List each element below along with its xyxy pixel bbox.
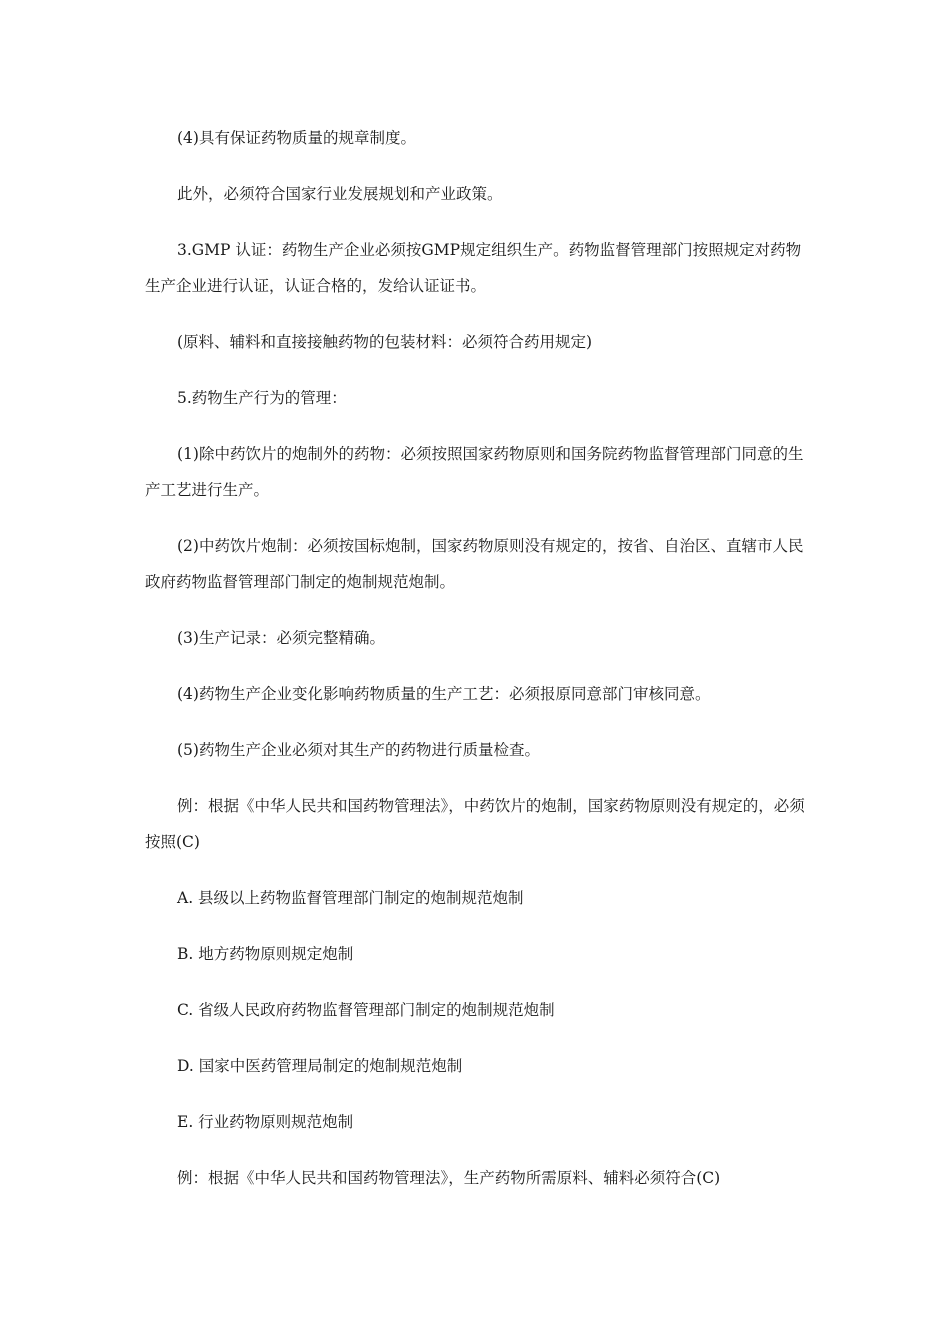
paragraph-materials-note: (原料、辅料和直接接触药物的包装材料：必须符合药用规定) xyxy=(177,333,593,351)
option-c: C. 省级人民政府药物监督管理部门制定的炮制规范炮制 xyxy=(177,1001,555,1019)
example-question-2: 例：根据《中华人民共和国药物管理法》，生产药物所需原料、辅料必须符合(C) xyxy=(177,1169,721,1187)
paragraph-gmp-certification: 3.GMP 认证：药物生产企业必须按GMP规定组织生产。药物监督管理部门按照规定对药物生产企业进行认证，认证合格的，发给认证证书。 xyxy=(145,241,802,295)
paragraph-item-1: (1)除中药饮片的炮制外的药物：必须按照国家药物原则和国务院药物监督管理部门同意的生产工艺进行生产。 xyxy=(145,445,804,499)
paragraph-quality-rules: (4)具有保证药物质量的规章制度。 xyxy=(177,129,416,147)
option-d: D. 国家中医药管理局制定的炮制规范炮制 xyxy=(177,1057,463,1075)
example-question-1: 例：根据《中华人民共和国药物管理法》，中药饮片的炮制，国家药物原则没有规定的，必须按照(C) xyxy=(145,797,805,851)
paragraph-item-5: (5)药物生产企业必须对其生产的药物进行质量检查。 xyxy=(177,741,540,759)
heading-production-management: 5.药物生产行为的管理： xyxy=(177,389,347,407)
paragraph-item-3: (3)生产记录：必须完整精确。 xyxy=(177,629,385,647)
option-e: E. 行业药物原则规范炮制 xyxy=(177,1113,354,1131)
option-a: A. 县级以上药物监督管理部门制定的炮制规范炮制 xyxy=(177,889,524,907)
paragraph-item-4: (4)药物生产企业变化影响药物质量的生产工艺：必须报原同意部门审核同意。 xyxy=(177,685,711,703)
option-b: B. 地方药物原则规定炮制 xyxy=(177,945,354,963)
paragraph-industry-policy: 此外，必须符合国家行业发展规划和产业政策。 xyxy=(177,185,503,203)
paragraph-item-2: (2)中药饮片炮制：必须按国标炮制，国家药物原则没有规定的，按省、自治区、直辖市人民政府药物监督管理部门制定的炮制规范炮制。 xyxy=(145,537,804,591)
